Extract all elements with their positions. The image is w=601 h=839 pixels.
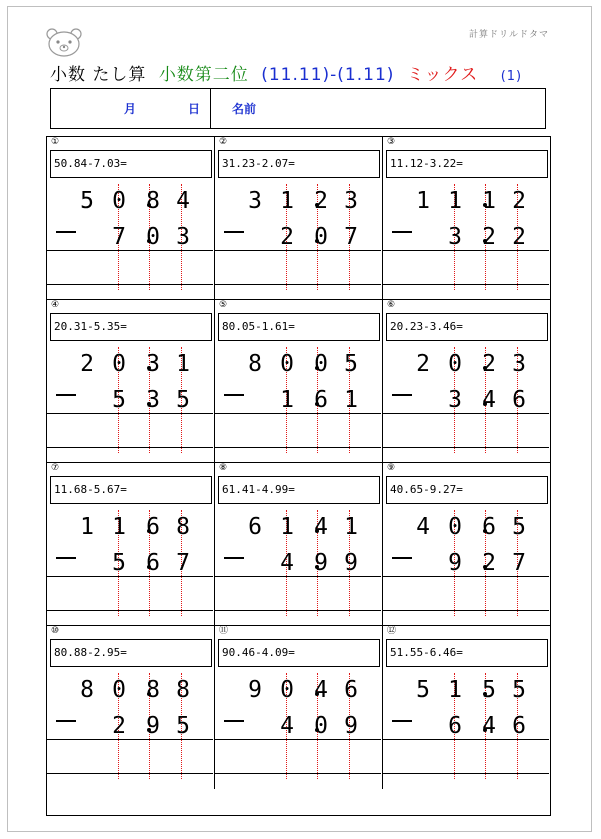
row-rule (215, 610, 381, 611)
problem-number: ⑦ (51, 463, 60, 473)
minuend-digit: 1 (448, 677, 462, 703)
problem-expression: 90.46-4.09= (218, 639, 380, 667)
title-number: (1) (500, 69, 523, 84)
subtrahend-digit: 5 (176, 387, 190, 413)
subtrahend-digit: 5 (176, 713, 190, 739)
answer-row[interactable] (245, 743, 381, 773)
row-rule (47, 284, 213, 285)
answer-row[interactable] (245, 417, 381, 447)
problem-cell (383, 626, 551, 789)
minuend-digit: 3 (248, 188, 262, 214)
minuend-digit: 2 (80, 351, 94, 377)
problem-expression: 20.31-5.35= (50, 313, 212, 341)
subtrahend-digit: 3 (448, 387, 462, 413)
answer-row[interactable] (413, 743, 549, 773)
minuend-digit: 5 (344, 351, 358, 377)
name-divider (210, 89, 211, 128)
row-rule (215, 447, 381, 448)
problem-cell (383, 137, 551, 300)
row-rule (47, 250, 213, 251)
bear-face-icon (44, 27, 84, 57)
answer-row[interactable] (77, 743, 213, 773)
minuend-digit: 8 (248, 351, 262, 377)
problem-expression: 40.65-9.27= (386, 476, 548, 504)
minuend-digit: 1 (280, 514, 294, 540)
problem-number: ③ (387, 137, 396, 147)
minuend-digit: 6 (248, 514, 262, 540)
problem-cell (215, 463, 383, 626)
title-part-4: ミックス (406, 65, 479, 85)
subtrahend-digit: 6 (314, 387, 328, 413)
subtrahend-digit: 7 (176, 550, 190, 576)
minus-sign (224, 231, 244, 233)
minuend-digit: 4 (314, 514, 328, 540)
subtrahend-digit: 6 (512, 713, 526, 739)
minuend-digit: 5 (482, 677, 496, 703)
problem-number: ② (219, 137, 228, 147)
row-rule (47, 773, 213, 774)
minuend-digit: 1 (344, 514, 358, 540)
problem-expression: 61.41-4.99= (218, 476, 380, 504)
subtrahend-digit: 6 (448, 713, 462, 739)
minuend-digit: 0 (280, 351, 294, 377)
problem-cell (47, 463, 215, 626)
brand-label: 計算ドリルドタマ (468, 30, 549, 40)
row-rule (47, 610, 213, 611)
problem-expression: 31.23-2.07= (218, 150, 380, 178)
minuend-digit: 5 (512, 514, 526, 540)
subtrahend-digit: 6 (146, 550, 160, 576)
problem-expression: 80.88-2.95= (50, 639, 212, 667)
title-part-1: 小数 たし算 (50, 65, 147, 85)
minuend-digit: 1 (448, 188, 462, 214)
problem-cell (47, 626, 215, 789)
minuend-digit: 1 (176, 351, 190, 377)
answer-row[interactable] (413, 580, 549, 610)
subtrahend-digit: 3 (448, 224, 462, 250)
problem-number: ① (51, 137, 60, 147)
minuend-digit: 2 (314, 188, 328, 214)
problem-number: ⑤ (219, 300, 228, 310)
minuend-digit: 3 (344, 188, 358, 214)
row-rule (383, 250, 549, 251)
problem-number: ⑪ (219, 626, 229, 636)
problem-number: ⑧ (219, 463, 228, 473)
subtrahend-digit: 4 (280, 550, 294, 576)
subtrahend-digit: 4 (482, 387, 496, 413)
subtrahend-digit: 9 (344, 713, 358, 739)
subtrahend-digit: 1 (280, 387, 294, 413)
subtrahend-digit: 5 (112, 387, 126, 413)
problem-expression: 11.68-5.67= (50, 476, 212, 504)
minus-sign (56, 394, 76, 396)
minuend-digit: 6 (482, 514, 496, 540)
problem-cell (47, 137, 215, 300)
minuend-digit: 1 (80, 514, 94, 540)
answer-row[interactable] (77, 580, 213, 610)
minuend-digit: 8 (146, 677, 160, 703)
subtrahend-digit: 7 (512, 550, 526, 576)
subtrahend-digit: 2 (112, 713, 126, 739)
row-rule (47, 739, 213, 740)
minuend-digit: 4 (314, 677, 328, 703)
minuend-digit: 0 (112, 351, 126, 377)
minuend-digit: 8 (176, 514, 190, 540)
month-label: 月 (124, 102, 137, 116)
subtrahend-digit: 4 (280, 713, 294, 739)
row-rule (383, 576, 549, 577)
day-label: 日 (188, 102, 201, 116)
problem-expression: 11.12-3.22= (386, 150, 548, 178)
problem-number: ④ (51, 300, 60, 310)
minuend-digit: 6 (344, 677, 358, 703)
row-rule (383, 447, 549, 448)
minuend-digit: 2 (482, 351, 496, 377)
minuend-digit: 1 (112, 514, 126, 540)
minuend-digit: 0 (448, 351, 462, 377)
row-rule (215, 576, 381, 577)
subtrahend-digit: 5 (112, 550, 126, 576)
minuend-digit: 3 (512, 351, 526, 377)
minus-sign (56, 231, 76, 233)
problem-cell (215, 626, 383, 789)
date-name-box (50, 88, 546, 129)
answer-row[interactable] (245, 580, 381, 610)
problem-expression: 50.84-7.03= (50, 150, 212, 178)
problem-number: ⑥ (387, 300, 396, 310)
row-rule (215, 413, 381, 414)
minus-sign (56, 720, 76, 722)
minuend-digit: 5 (80, 188, 94, 214)
subtrahend-digit: 3 (146, 387, 160, 413)
minuend-digit: 5 (512, 677, 526, 703)
row-rule (215, 739, 381, 740)
problem-expression: 51.55-6.46= (386, 639, 548, 667)
subtrahend-digit: 2 (482, 224, 496, 250)
answer-row[interactable] (77, 417, 213, 447)
minuend-digit: 0 (112, 677, 126, 703)
subtrahend-digit: 0 (314, 224, 328, 250)
row-rule (47, 576, 213, 577)
problem-number: ⑨ (387, 463, 396, 473)
subtrahend-digit: 2 (512, 224, 526, 250)
minuend-digit: 0 (448, 514, 462, 540)
minuend-digit: 2 (416, 351, 430, 377)
problem-number: ⑩ (51, 626, 60, 636)
subtrahend-digit: 4 (482, 713, 496, 739)
minuend-digit: 2 (512, 188, 526, 214)
row-rule (383, 739, 549, 740)
minuend-digit: 8 (176, 677, 190, 703)
minus-sign (56, 557, 76, 559)
answer-row[interactable] (413, 254, 549, 284)
row-rule (47, 447, 213, 448)
minuend-digit: 0 (280, 677, 294, 703)
problem-number: ⑫ (387, 626, 397, 636)
subtrahend-digit: 2 (482, 550, 496, 576)
minus-sign (224, 557, 244, 559)
subtrahend-digit: 9 (146, 713, 160, 739)
minuend-digit: 4 (176, 188, 190, 214)
row-rule (47, 413, 213, 414)
row-rule (383, 610, 549, 611)
subtrahend-digit: 9 (448, 550, 462, 576)
subtrahend-digit: 7 (344, 224, 358, 250)
row-rule (215, 773, 381, 774)
worksheet-title (50, 60, 528, 85)
answer-row[interactable] (77, 254, 213, 284)
minus-sign (392, 231, 412, 233)
row-rule (215, 284, 381, 285)
minuend-digit: 8 (146, 188, 160, 214)
name-label: 名前 (232, 102, 257, 116)
title-part-2: 小数第二位 (158, 65, 249, 85)
minuend-digit: 5 (416, 677, 430, 703)
minuend-digit: 0 (314, 351, 328, 377)
subtrahend-digit: 3 (176, 224, 190, 250)
row-rule (383, 284, 549, 285)
minuend-digit: 9 (248, 677, 262, 703)
minuend-digit: 1 (280, 188, 294, 214)
minuend-digit: 4 (416, 514, 430, 540)
answer-row[interactable] (413, 417, 549, 447)
problem-expression: 20.23-3.46= (386, 313, 548, 341)
minuend-digit: 6 (146, 514, 160, 540)
title-part-3: (11.11)-(1.11) (261, 65, 395, 85)
minuend-digit: 1 (482, 188, 496, 214)
problem-grid (46, 136, 551, 816)
subtrahend-digit: 9 (314, 550, 328, 576)
answer-row[interactable] (245, 254, 381, 284)
subtrahend-digit: 1 (344, 387, 358, 413)
minuend-digit: 0 (112, 188, 126, 214)
problem-cell (383, 300, 551, 463)
row-rule (383, 773, 549, 774)
minus-sign (224, 394, 244, 396)
subtrahend-digit: 7 (112, 224, 126, 250)
minuend-digit: 8 (80, 677, 94, 703)
subtrahend-digit: 0 (146, 224, 160, 250)
subtrahend-digit: 0 (314, 713, 328, 739)
row-rule (215, 250, 381, 251)
row-rule (383, 413, 549, 414)
subtrahend-digit: 6 (512, 387, 526, 413)
problem-cell (215, 137, 383, 300)
problem-expression: 80.05-1.61= (218, 313, 380, 341)
subtrahend-digit: 2 (280, 224, 294, 250)
problem-cell (47, 300, 215, 463)
minus-sign (392, 720, 412, 722)
minuend-digit: 3 (146, 351, 160, 377)
problem-cell (383, 463, 551, 626)
minus-sign (392, 394, 412, 396)
minus-sign (392, 557, 412, 559)
minus-sign (224, 720, 244, 722)
minuend-digit: 1 (416, 188, 430, 214)
subtrahend-digit: 9 (344, 550, 358, 576)
problem-cell (215, 300, 383, 463)
